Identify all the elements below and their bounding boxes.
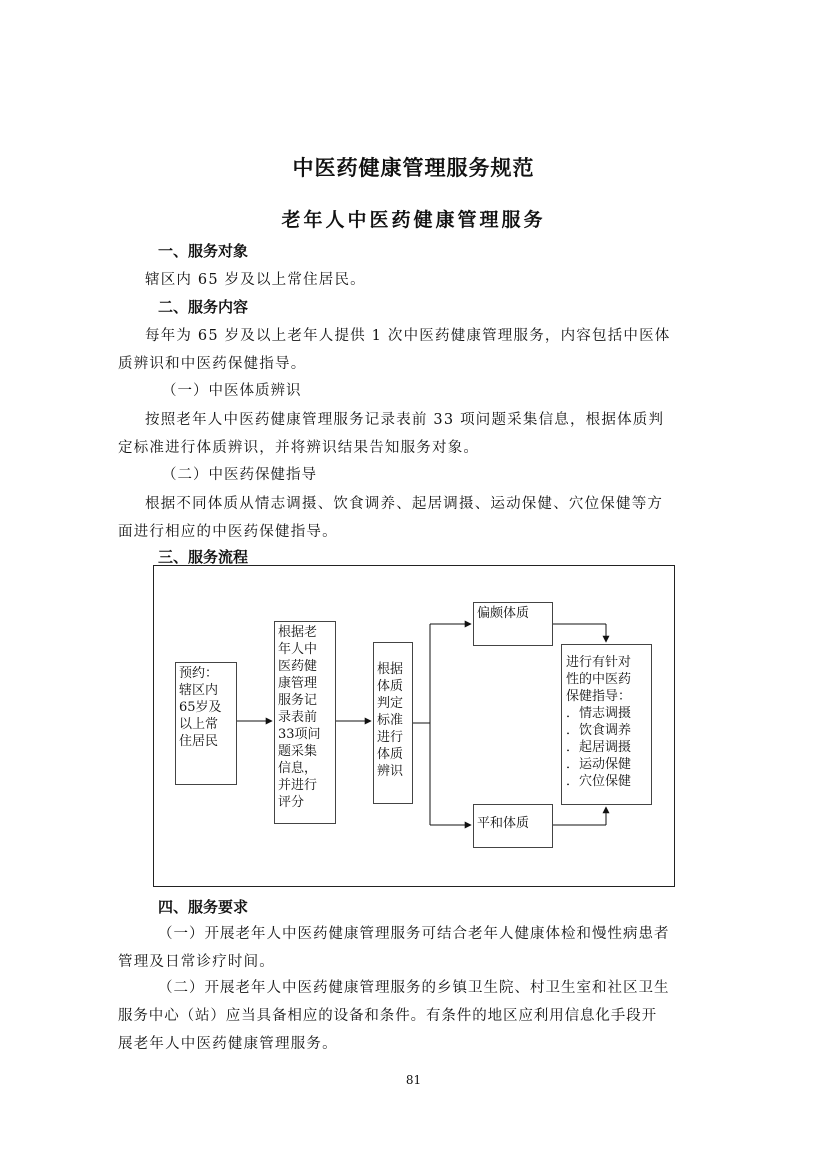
flow-text: 33项问 xyxy=(278,727,321,742)
flow-text: 评分 xyxy=(278,795,305,810)
flow-text: 偏颇体质 xyxy=(477,606,530,621)
heading-service-target: 一、服务对象 xyxy=(158,242,249,260)
paragraph: 展老年人中医药健康管理服务。 xyxy=(118,1036,338,1052)
flow-text: ．运动保健 xyxy=(566,757,632,772)
flow-text: ．饮食调养 xyxy=(566,723,632,738)
flow-box-health-guidance xyxy=(561,644,652,805)
flow-box-balanced-constitution xyxy=(473,804,553,848)
flow-text: 并进行 xyxy=(278,778,318,793)
section-title: 老年人中医药健康管理服务 xyxy=(281,209,546,231)
flow-text: 标准 xyxy=(377,713,404,728)
flow-text: 年人中 xyxy=(278,642,318,657)
flow-text: 预约： xyxy=(179,666,219,681)
paragraph: （二）开展老年人中医药健康管理服务的乡镇卫生院、村卫生室和社区卫生 xyxy=(158,980,670,996)
flow-text: ．起居调摄 xyxy=(566,740,632,755)
flow-text: 进行有针对 xyxy=(566,655,632,670)
heading-service-flow: 三、服务流程 xyxy=(158,548,249,566)
paragraph: （一）开展老年人中医药健康管理服务可结合老年人健康体检和慢性病患者 xyxy=(158,926,670,942)
flow-text: 题采集 xyxy=(278,744,318,759)
paragraph: 管理及日常诊疗时间。 xyxy=(118,954,275,970)
flow-text: ．情志调摄 xyxy=(566,706,632,721)
page-number: 81 xyxy=(405,1073,422,1087)
paragraph: 定标准进行体质辨识，并将辨识结果告知服务对象。 xyxy=(118,440,480,456)
flow-text: 住居民 xyxy=(179,734,219,749)
flow-text: 65岁及 xyxy=(179,700,222,715)
flow-text: 保健指导： xyxy=(566,689,632,704)
flow-text: 录表前 xyxy=(278,710,318,725)
heading-service-content: 二、服务内容 xyxy=(158,298,249,316)
paragraph: 服务中心（站）应当具备相应的设备和条件。有条件的地区应利用信息化手段开 xyxy=(118,1008,657,1024)
flowchart xyxy=(153,565,675,887)
flow-box-identification xyxy=(373,642,413,804)
subheading: （一）中医体质辨识 xyxy=(162,383,302,399)
paragraph: 面进行相应的中医药保健指导。 xyxy=(118,524,338,540)
paragraph: 辖区内 65 岁及以上常住居民。 xyxy=(145,272,366,288)
flow-text: 根据老 xyxy=(278,625,318,640)
paragraph: 质辨识和中医药保健指导。 xyxy=(118,356,307,372)
document-title: 中医药健康管理服务规范 xyxy=(292,156,535,180)
flow-text: ．穴位保健 xyxy=(566,774,632,789)
flow-text: 信息， xyxy=(278,761,318,776)
flow-text: 服务记 xyxy=(278,693,318,708)
subheading: （二）中医药保健指导 xyxy=(162,467,317,483)
heading-service-requirements: 四、服务要求 xyxy=(158,898,249,916)
paragraph: 按照老年人中医药健康管理服务记录表前 33 项问题采集信息，根据体质判 xyxy=(145,412,665,428)
flow-text: 体质 xyxy=(377,747,404,762)
flow-text: 体质 xyxy=(377,679,404,694)
flow-box-assessment xyxy=(274,621,336,824)
flow-text: 以上常 xyxy=(179,717,219,732)
paragraph: 根据不同体质从情志调摄、饮食调养、起居调摄、运动保健、穴位保健等方 xyxy=(145,496,664,512)
flow-text: 辖区内 xyxy=(179,683,219,698)
flow-text: 根据 xyxy=(377,662,404,677)
flow-box-biased-constitution xyxy=(473,602,553,646)
flow-text: 判定 xyxy=(377,696,404,711)
flow-text: 医药健 xyxy=(278,659,318,674)
flow-text: 进行 xyxy=(377,730,404,745)
flow-text: 辨识 xyxy=(377,764,404,779)
paragraph: 每年为 65 岁及以上老年人提供 1 次中医药健康管理服务，内容包括中医体 xyxy=(145,328,671,344)
flow-text: 平和体质 xyxy=(477,816,530,831)
flow-text: 性的中医药 xyxy=(566,672,632,687)
flow-text: 康管理 xyxy=(278,676,318,691)
flow-box-appointment xyxy=(175,662,237,785)
